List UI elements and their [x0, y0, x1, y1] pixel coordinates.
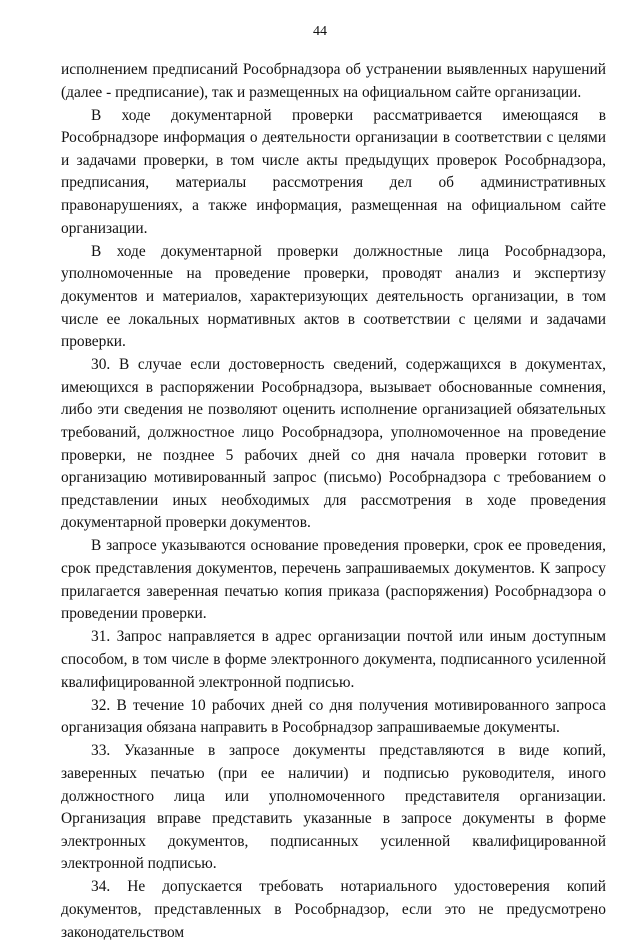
paragraph-request-contents: В запросе указываются основание проведения проверки, срок ее проведения, срок представления документов, перечень запрашиваемых документов. К запросу прилагается заверенная печатью копия приказа (распоряжения) Рособрнадзора о проведении проверки.	[61, 537, 606, 623]
page-number: 44	[313, 24, 327, 39]
document-body	[61, 59, 606, 945]
paragraph-item-31: 31. Запрос направляется в адрес организации почтой или иным доступным способом, в том числе в форме электронного документа, подписанного усиленной квалифицированной электронной подписью.	[61, 628, 606, 691]
paragraph-item-32: 32. В течение 10 рабочих дней со дня получения мотивированного запроса организация обязана направить в Рособрнадзор запрашиваемые документы.	[61, 696, 606, 737]
paragraph-continuation: исполнением предписаний Рособрнадзора об устранении выявленных нарушений (далее - предписание), так и размещенных на официальном сайте организации.	[61, 61, 606, 101]
paragraph-item-34: 34. Не допускается требовать нотариального удостоверения копий документов, представленных в Рособрнадзор, если это не предусмотрено законодательством	[61, 878, 606, 941]
paragraph-documentary-review-info: В ходе документарной проверки рассматривается имеющаяся в Рособрнадзоре информация о деятельности организации в соответствии с целями и задачами проверки, в том числе акты предыдущих проверок Рособрнадзора, предписания, материалы рассмотрения дел об административных правонарушениях, а также информация, размещенная на официальном сайте организации.	[61, 106, 606, 237]
paragraph-item-33: 33. Указанные в запросе документы представляются в виде копий, заверенных печатью (при ее наличии) и подписью руководителя, иного должностного лица или уполномоченного представителя организации. Организация вправе представить указанные в запросе документы в форме электронных документов, подписанных усиленной квалифицированной электронной подписью.	[61, 742, 606, 873]
paragraph-documentary-review-analysis: В ходе документарной проверки должностные лица Рособрнадзора, уполномоченные на проведение проверки, проводят анализ и экспертизу документов и материалов, характеризующих деятельность организации, в том числе ее локальных нормативных актов в соответствии с целями и задачами проверки.	[61, 242, 606, 351]
paragraph-item-30: 30. В случае если достоверность сведений, содержащихся в документах, имеющихся в распоряжении Рособрнадзора, вызывает обоснованные сомнения, либо эти сведения не позволяют оценить исполнение организацией обязательных требований, должностное лицо Рособрнадзора, уполномоченное на проведение проверки, не позднее 5 рабочих дней со дня начала проверки готовит в организацию мотивированный запрос (письмо) Рособрнадзора с требованием о представлении иных необходимых для рассмотрения в ходе проведения документарной проверки документов.	[61, 356, 606, 532]
